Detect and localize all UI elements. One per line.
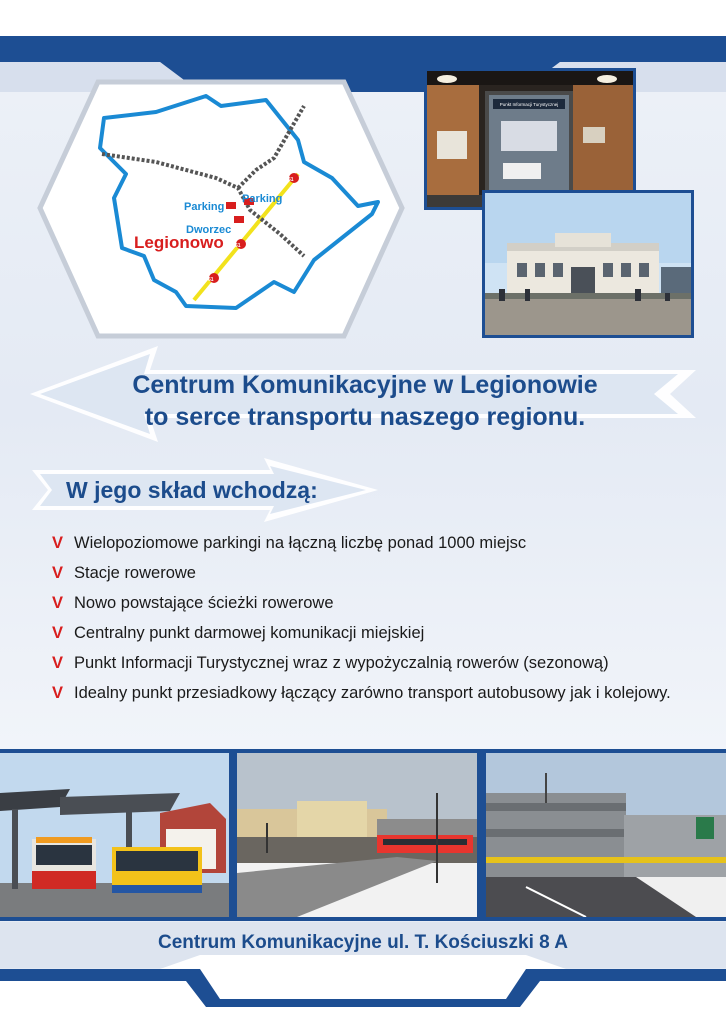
city-map bbox=[36, 78, 406, 340]
check-icon: V bbox=[52, 624, 64, 642]
list-item: V Wielopoziomowe parkingi na łączną liczbę ponad 1000 miejsc bbox=[52, 528, 702, 558]
map-label-dworzec: Dworzec bbox=[186, 224, 232, 236]
check-icon: V bbox=[52, 654, 64, 672]
road-sign-1: 61 bbox=[288, 177, 294, 183]
bottom-decoration bbox=[0, 955, 726, 1024]
road-sign-2: 61 bbox=[235, 243, 241, 249]
footer-address: Centrum Komunikacyjne ul. T. Kościuszki 8 A bbox=[157, 932, 568, 953]
map-label-parking-right: Parking bbox=[242, 193, 283, 205]
parking-marker-left bbox=[226, 202, 236, 209]
list-item: V Centralny punkt darmowej komunikacji miejskiej bbox=[52, 618, 702, 648]
subheading: W jego skład wchodzą: bbox=[66, 477, 318, 503]
check-icon: V bbox=[52, 564, 64, 582]
photo-train-tracks bbox=[237, 753, 477, 917]
list-item: V Punkt Informacji Turystycznej wraz z wypożyczalnią rowerów (sezonową) bbox=[52, 648, 702, 678]
list-item: V Idealny punkt przesiadkowy łączący zarówno transport autobusowy jak i kolejowy. bbox=[52, 678, 694, 708]
list-item: V Nowo powstające ścieżki rowerowe bbox=[52, 588, 702, 618]
photo-bus-station bbox=[0, 753, 229, 917]
photo-tourist-office bbox=[424, 68, 636, 210]
station-marker bbox=[234, 216, 244, 223]
map-label-city: Legionowo bbox=[134, 233, 224, 252]
check-icon: V bbox=[52, 594, 64, 612]
headline bbox=[60, 369, 670, 433]
photo-parking-garage bbox=[486, 753, 726, 917]
check-icon: V bbox=[52, 684, 64, 702]
list-item: V Stacje rowerowe bbox=[52, 558, 702, 588]
office-sign-text: Punkt Informacji Turystycznej bbox=[499, 102, 559, 107]
feature-list bbox=[52, 528, 702, 708]
headline-line-2: to serce transportu naszego regionu. bbox=[144, 403, 586, 431]
map-label-parking-left: Parking bbox=[184, 201, 225, 213]
road-sign-3: 61 bbox=[208, 277, 214, 283]
top-band bbox=[0, 0, 726, 40]
photo-strip bbox=[0, 749, 726, 921]
photo-station-building bbox=[482, 190, 694, 338]
headline-line-1: Centrum Komunikacyjne w Legionowie bbox=[132, 371, 598, 399]
check-icon: V bbox=[52, 534, 64, 552]
